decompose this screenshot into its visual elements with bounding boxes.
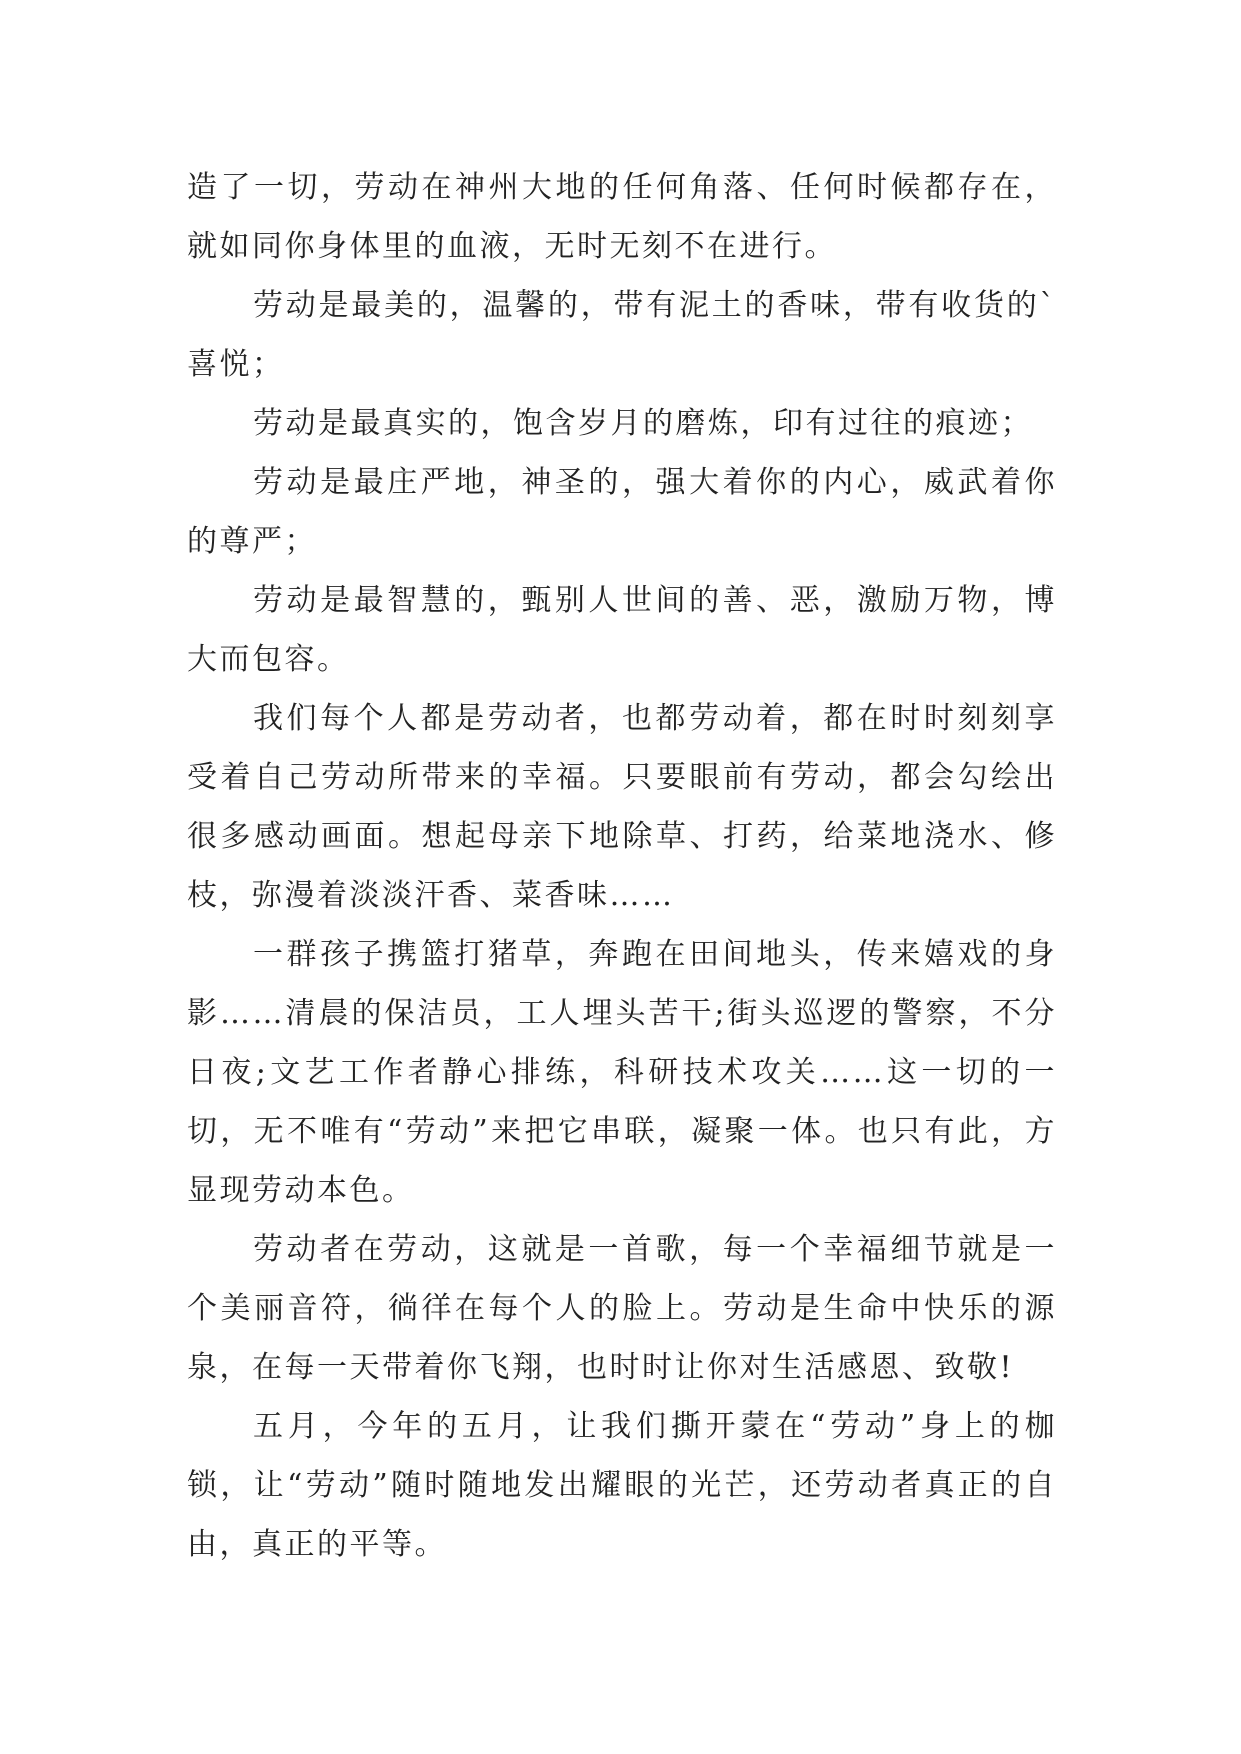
paragraph: 劳动是最智慧的，甄别人世间的善、恶，激励万物，博大而包容。 — [187, 583, 1057, 677]
paragraph: 劳动是最真实的，饱含岁月的磨炼，印有过往的痕迹； — [253, 406, 1033, 441]
paragraph: 一群孩子携篮打猪草，奔跑在田间地头，传来嬉戏的身影……清晨的保洁员，工人埋头苦干;街头巡逻的警察，不分日夜;文艺工作者静心排练，科研技术攻关……这一切的一切，无不唯有“劳动”来把它串联，凝聚一体。也只有此，方显现劳动本色。 — [187, 937, 1057, 1208]
paragraph-continued: 造了一切，劳动在神州大地的任何角落、任何时候都存在，就如同你身体里的血液，无时无刻不在进行。 — [187, 170, 1057, 264]
paragraph: 五月，今年的五月，让我们撕开蒙在“劳动”身上的枷锁，让“劳动”随时随地发出耀眼的光芒，还劳动者真正的自由，真正的平等。 — [187, 1409, 1057, 1562]
document-body — [187, 158, 1057, 1574]
paragraph: 劳动是最庄严地，神圣的，强大着你的内心，威武着你的尊严； — [187, 465, 1057, 559]
paragraph: 劳动者在劳动，这就是一首歌，每一个幸福细节就是一个美丽音符，徜徉在每个人的脸上。劳动是生命中快乐的源泉，在每一天带着你飞翔，也时时让你对生活感恩、致敬! — [187, 1232, 1057, 1385]
paragraph: 我们每个人都是劳动者，也都劳动着，都在时时刻刻享受着自己劳动所带来的幸福。只要眼前有劳动，都会勾绘出很多感动画面。想起母亲下地除草、打药，给菜地浇水、修枝，弥漫着淡淡汗香、菜香味…… — [187, 701, 1057, 913]
paragraph: 劳动是最美的，温馨的，带有泥土的香味，带有收货的`喜悦； — [187, 288, 1057, 382]
